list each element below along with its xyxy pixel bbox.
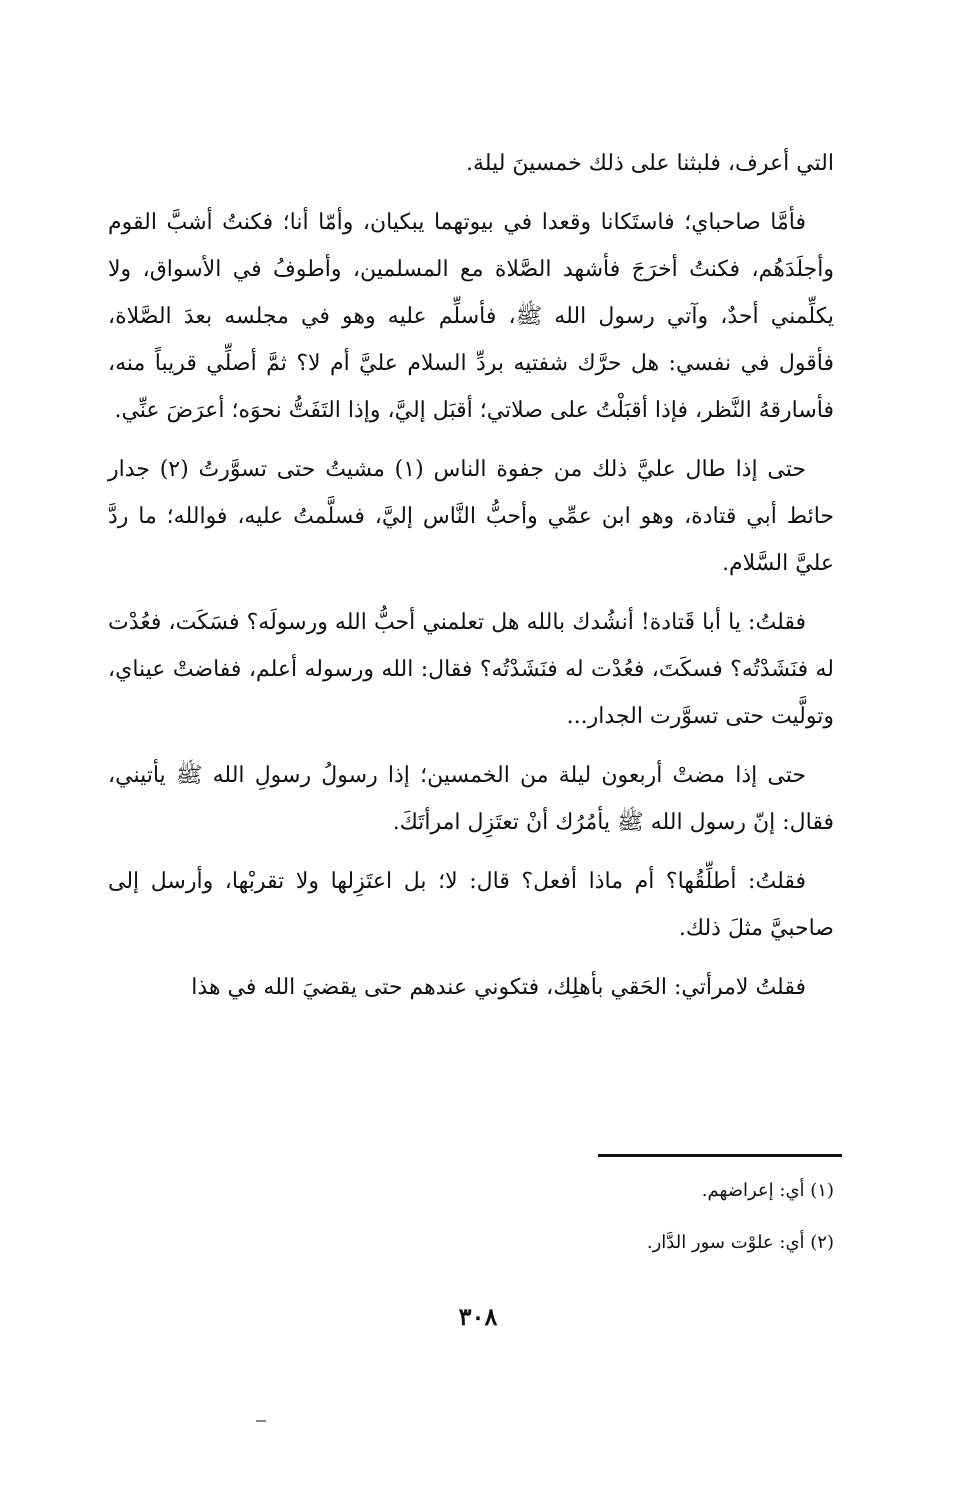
footnote-separator <box>598 1154 842 1157</box>
page-number: ٣٠٨ <box>458 1302 498 1331</box>
paragraph-4: فقلتُ: يا أبا قَتادة! أنشُدك بالله هل تعلمني أحبُّ الله ورسولَه؟ فسَكَت، فعُدْت له فنَشَدْتُه؟ فسكَتَ، فعُدْت له فنَشَدْتُه؟ فقال: الله ورسوله أعلم، ففاضتْ عيناي، وتولَّيت حتى تسوَّرت الجدار... <box>108 610 834 729</box>
paragraph-2: فأمَّا صاحباي؛ فاستَكانا وقعدا في بيوتهما يبكيان، وأمّا أنا؛ فكنتُ أشبَّ القوم وأجلَدَهُم، فكنتُ أخرَجَ فأشهد الصَّلاة مع المسلمين، وأطوفُ في الأسواق، ولا يكلِّمني أحدٌ، وآتي رسول الله ﷺ، فأسلِّم عليه وهو في مجلسه بعدَ الصَّلاة، فأقول في نفسي: هل حرَّك شفتيه بردِّ السلام عليَّ أم لا؟ ثمَّ أصلِّي قريباً منه، فأسارقهُ النَّظر، فإذا أقبَلْتُ على صلاتي؛ أقبَل إليَّ، وإذا التَفَتُّ نحوَه؛ أعرَضَ عنِّي. <box>108 210 834 423</box>
paragraph-3: حتى إذا طال عليَّ ذلك من جفوة الناس (١) مشيتُ حتى تسوَّرتُ (٢) جدار حائط أبي قتادة، وهو ابن عمِّي وأحبُّ النَّاس إليَّ، فسلَّمتُ عليه، فوالله؛ ما ردَّ عليَّ السَّلام. <box>108 457 834 576</box>
footnotes <box>400 1168 834 1272</box>
scan-speck <box>256 1420 266 1422</box>
main-text <box>108 140 834 1023</box>
paragraph-5: حتى إذا مضتْ أربعون ليلة من الخمسين؛ إذا رسولُ رسولِ الله ﷺ يأتيني، فقال: إنّ رسول الله ﷺ يأمُرُك أنْ تعتَزِل امرأتَكَ. <box>108 763 834 835</box>
footnote-2: (٢) أي: علوْت سور الدَّار. <box>646 1232 834 1253</box>
footnote-1: (١) أي: إعراضهم. <box>701 1180 834 1201</box>
paragraph-1: التي أعرف، فلبثنا على ذلك خمسينَ ليلة. <box>466 151 834 176</box>
paragraph-6: فقلتُ: أطلِّقُها؟ أم ماذا أفعل؟ قال: لا؛ بل اعتَزِلها ولا تقربْها، وأرسل إلى صاحبيَّ مثلَ ذلك. <box>108 869 834 941</box>
paragraph-7: فقلتُ لامرأتي: الحَقي بأهلِك، فتكوني عندهم حتى يقضيَ الله في هذا <box>191 975 806 1000</box>
